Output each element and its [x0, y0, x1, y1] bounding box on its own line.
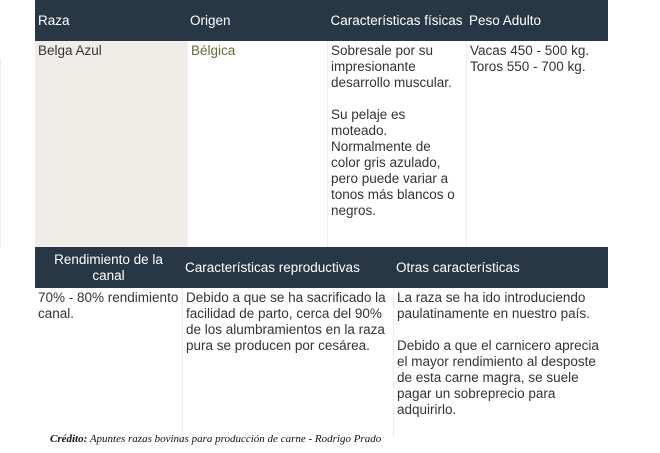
- cell-origen: Bélgica: [187, 41, 327, 247]
- cell-caracteristicas-fisicas: Sobresale por su impresionante desarrollo muscular. Su pelaje es moteado. Normalmente de color gris azulado, pero puede variar a tonos más blancos o negros.: [327, 41, 466, 247]
- cell-reproductivas: Debido a que se ha sacrificado la facilidad de parto, cerca del 90% de los alumbramientos en la raza pura se producen por cesárea.: [182, 288, 393, 438]
- table-row: [35, 41, 608, 247]
- header-reproductivas: Características reproductivas: [185, 260, 360, 275]
- breed-table: [35, 0, 608, 247]
- credit-label: Crédito:: [50, 433, 88, 445]
- performance-table: [35, 247, 608, 438]
- header-peso-adulto: Peso Adulto: [469, 13, 542, 28]
- table-header: [35, 247, 608, 288]
- cell-rendimiento: 70% - 80% rendimiento canal.: [38, 290, 179, 321]
- cell-raza: Belga Azul: [35, 41, 187, 247]
- divider: [0, 58, 1, 248]
- cell-otras: La raza se ha ido introduciendo paulatinamente en nuestro país. Debido a que el carnicero aprecia el mayor rendimiento al desposte de esta carne magra, se suele pagar un sobreprecio para adquirirlo.: [393, 288, 608, 438]
- credit-text: Apuntes razas bovinas para producción de carne - Rodrigo Prado: [87, 433, 382, 445]
- credit-line: [50, 433, 381, 445]
- header-raza: Raza: [38, 13, 70, 28]
- header-caracteristicas-fisicas: Características físicas: [330, 13, 463, 28]
- table-row: [35, 288, 608, 438]
- table-header: [35, 0, 608, 41]
- header-otras: Otras características: [396, 260, 520, 275]
- header-rendimiento: Rendimiento de la canal: [54, 251, 163, 283]
- header-origen: Origen: [190, 13, 231, 28]
- cell-peso-adulto: Vacas 450 - 500 kg. Toros 550 - 700 kg.: [466, 41, 608, 247]
